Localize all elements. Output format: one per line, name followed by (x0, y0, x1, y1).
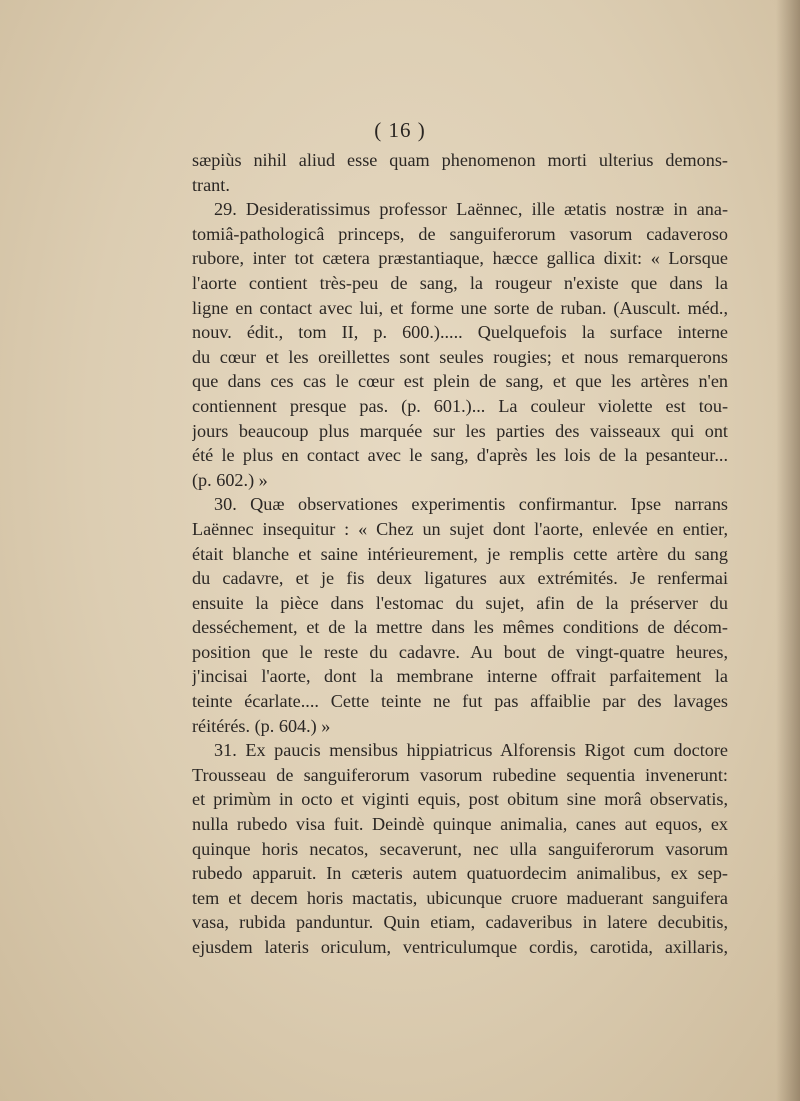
text-line: que dans ces cas le cœur est plein de sang, et que les artères n'en (192, 371, 728, 392)
text-line: rubedo apparuit. In cæteris autem quatuordecim animalibus, ex sep- (192, 863, 728, 884)
text-line: trant. (192, 174, 230, 195)
text-line: teinte écarlate.... Cette teinte ne fut pas affaiblie par des lavages (192, 691, 728, 712)
text-line: était blanche et saine intérieurement, je remplis cette artère du sang (192, 543, 728, 564)
page-edge-shadow (776, 0, 800, 1101)
text-line: nouv. édit., tom II, p. 600.)..... Quelquefois la surface interne (192, 322, 728, 343)
text-line: tem et decem horis mactatis, ubicunque cruore maduerant sanguifera (192, 887, 728, 908)
text-line: été le plus en contact avec le sang, d'après les lois de la pesanteur... (192, 445, 728, 466)
text-line: j'incisai l'aorte, dont la membrane interne offrait parfaitement la (192, 666, 728, 687)
text-line: ligne en contact avec lui, et forme une sorte de ruban. (Auscult. méd., (192, 297, 728, 318)
text-line: quinque horis necatos, secaverunt, nec ulla sanguiferorum vasorum (192, 838, 728, 859)
text-line: desséchement, et de la mettre dans les mêmes conditions de décom- (192, 617, 728, 638)
text-line: réitérés. (p. 604.) » (192, 715, 331, 736)
text-line: jours beaucoup plus marquée sur les parties des vaisseaux qui ont (192, 420, 728, 441)
text-line: ensuite la pièce dans l'estomac du sujet, afin de la préserver du (192, 592, 728, 613)
text-line: du cadavre, et je fis deux ligatures aux extrémités. Je renfermai (192, 568, 728, 589)
page-number: ( 16 ) (374, 118, 426, 142)
text-line: vasa, rubida panduntur. Quin etiam, cadaveribus in latere decubitis, (192, 912, 728, 933)
text-line: 30. Quæ observationes experimentis confirmantur. Ipse narrans (214, 494, 728, 515)
text-line: nulla rubedo visa fuit. Deindè quinque animalia, canes aut equos, ex (192, 814, 728, 835)
body-text (192, 148, 728, 960)
text-line: et primùm in octo et viginti equis, post obitum sine morâ observatis, (192, 789, 728, 810)
text-line: contiennent presque pas. (p. 601.)... La couleur violette est tou- (192, 395, 728, 416)
text-line: rubore, inter tot cætera præstantiaque, hæcce gallica dixit: « Lorsque (192, 248, 728, 269)
text-line: ejusdem lateris oriculum, ventriculumque cordis, carotida, axillaris, (192, 937, 728, 957)
text-line: l'aorte contient très-peu de sang, la rougeur n'existe que dans la (192, 272, 728, 293)
text-line: du cœur et les oreillettes sont seules rougies; et nous remarquerons (192, 346, 728, 367)
text-line: Trousseau de sanguiferorum vasorum rubedine sequentia invenerunt: (192, 764, 728, 785)
text-line: position que le reste du cadavre. Au bout de vingt-quatre heures, (192, 641, 728, 662)
text-line: 31. Ex paucis mensibus hippiatricus Alforensis Rigot cum doctore (214, 740, 728, 761)
text-line: 29. Desideratissimus professor Laënnec, ille ætatis nostræ in ana- (214, 199, 728, 220)
text-line: (p. 602.) » (192, 469, 268, 490)
text-line: Laënnec insequitur : « Chez un sujet dont l'aorte, enlevée en entier, (192, 518, 728, 539)
text-line: sæpiùs nihil aliud esse quam phenomenon morti ulterius demons- (192, 150, 728, 170)
text-line: tomiâ-pathologicâ princeps, de sanguiferorum vasorum cadaveroso (192, 223, 728, 244)
